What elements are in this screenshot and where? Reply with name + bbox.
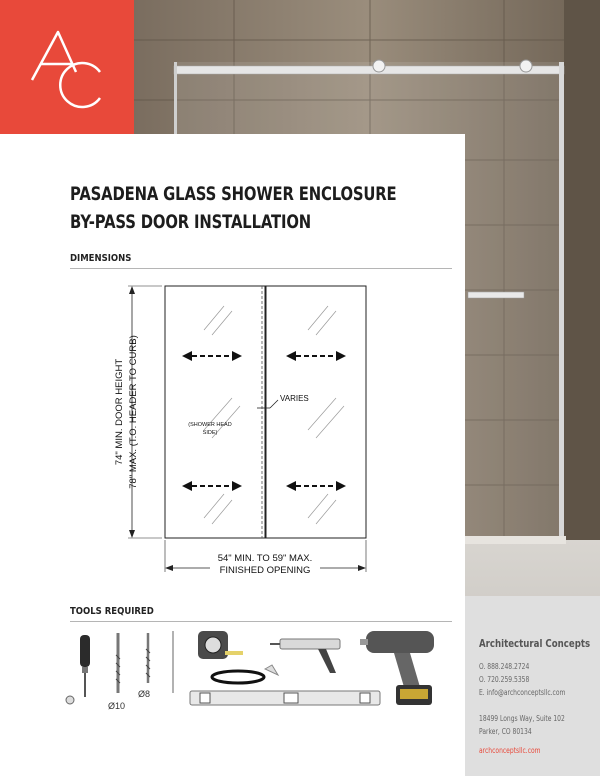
page-title [70,180,398,236]
address-line-2: Parker, CO 80134 [479,727,532,736]
bit-8-label: Ø8 [138,689,151,699]
height-label-2: 78" MAX. (T.O. HEADER TO CURB) [128,335,139,489]
shower-head-label-2: SIDE) [202,430,218,436]
company-name: Architectural Concepts [479,638,591,650]
door-panel-left [165,286,265,538]
level-icon [190,691,380,705]
brand-logo [0,0,134,134]
tools-divider [70,621,452,622]
dimensions-diagram [100,280,380,580]
caulk-gun-icon [270,639,340,673]
slide-arrow-icon [182,351,242,361]
contact-sidebar [465,596,600,776]
dimensions-heading: DIMENSIONS [70,253,132,264]
bit-10-label: Ø10 [108,701,126,711]
tools-heading: TOOLS REQUIRED [70,606,154,617]
phone-2[interactable]: O. 720.259.5358 [479,675,530,684]
email-link[interactable]: E. info@archconceptsllc.com [479,688,566,697]
ac-logo-icon [0,0,134,134]
width-label-1: 54" MIN. TO 59" MAX. [217,553,313,564]
phone-1[interactable]: O. 888.248.2724 [479,662,530,671]
logo-text: AC [67,66,69,67]
drill-bit-10-icon [108,633,125,711]
slide-arrow-icon [182,481,242,491]
door-panel-right [266,286,366,538]
height-label-1: 74" MIN. DOOR HEIGHT [114,358,125,466]
tools-illustration [60,625,460,720]
dimensions-divider [70,268,452,269]
slide-arrows [182,351,346,491]
title-line-2: BY-PASS DOOR INSTALLATION [70,211,312,233]
address-line-1: 18499 Longs Way, Suite 102 [479,714,565,723]
website-link[interactable]: archconceptsllc.com [479,746,541,755]
drill-bit-8-icon [138,633,150,699]
width-label-2: FINISHED OPENING [219,565,311,576]
tape-measure-icon [198,631,243,659]
slide-arrow-icon [286,481,346,491]
slide-arrow-icon [286,351,346,361]
shower-head-label-1: (SHOWER HEAD [188,422,232,428]
title-line-1: PASADENA GLASS SHOWER ENCLOSURE [70,183,397,205]
screwdriver-icon [66,635,90,704]
varies-label: VARIES [280,394,309,403]
